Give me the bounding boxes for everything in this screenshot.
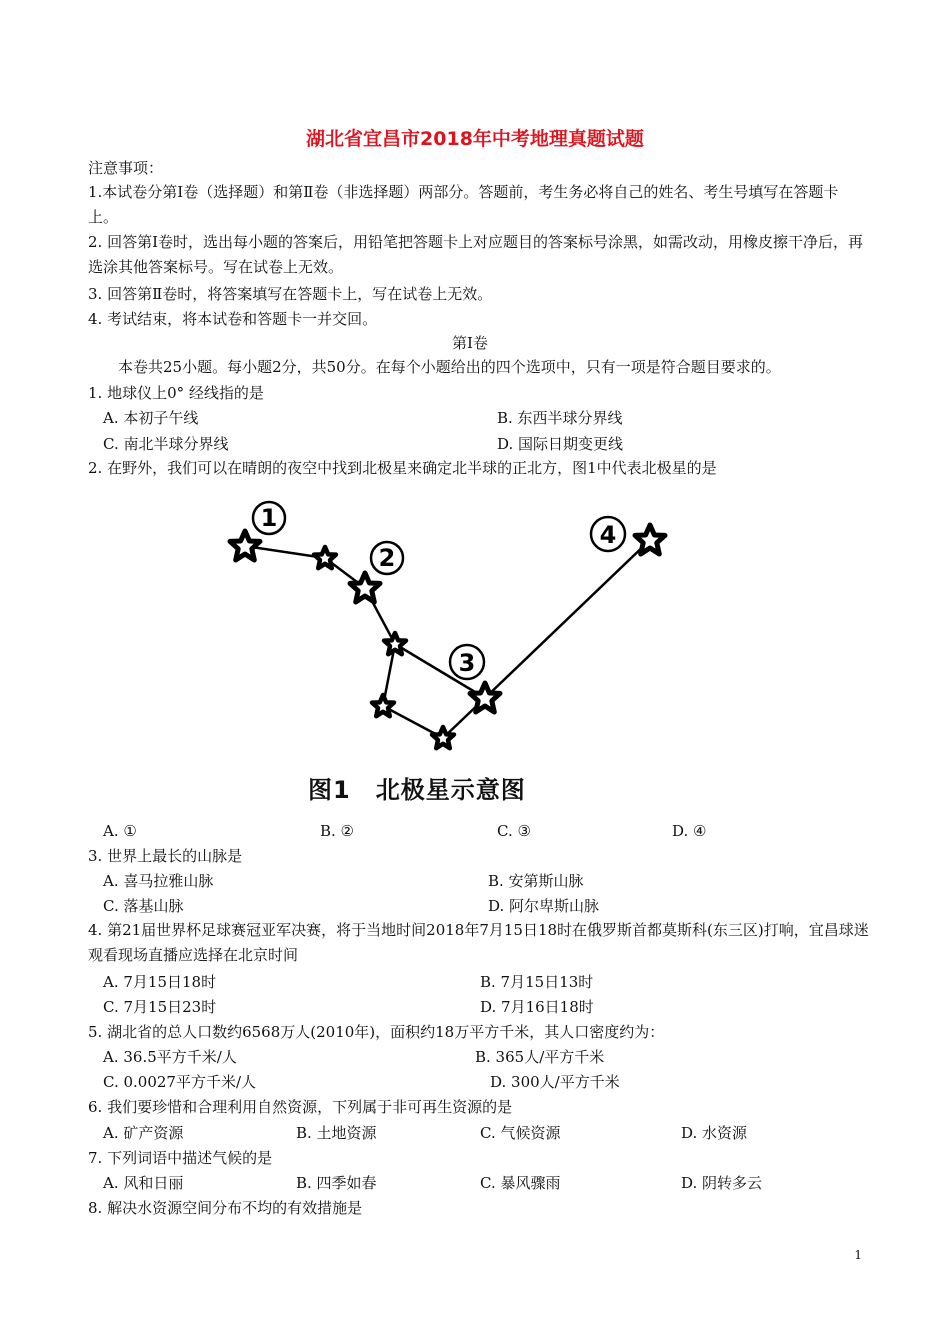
label-1: 1 bbox=[260, 504, 278, 532]
question-stem: 6. 我们要珍惜和合理利用自然资源，下列属于非可再生资源的是 bbox=[88, 1098, 513, 1116]
notice-1: 1.本试卷分第Ⅰ卷（选择题）和第Ⅱ卷（非选择题）两部分。答题前，考生务必将自己的姓名、考生号填写在答题卡上。 bbox=[88, 183, 839, 226]
question-stem: 5. 湖北省的总人口数约6568万人(2010年)，面积约18万平方千米，其人口密度约为： bbox=[88, 1023, 665, 1041]
option: D. 300人/平方千米 bbox=[490, 1073, 620, 1091]
section-intro: 本卷共25小题。每小题2分，共50分。在每个小题给出的四个选项中，只有一项是符合题目要求的。 bbox=[118, 358, 781, 376]
option: A. 喜马拉雅山脉 bbox=[103, 872, 214, 890]
option: B. ② bbox=[320, 822, 355, 840]
question-stem: 3. 世界上最长的山脉是 bbox=[88, 847, 243, 865]
star-icon bbox=[350, 573, 380, 602]
polaris-diagram bbox=[215, 500, 685, 810]
notice-4: 4. 考试结束，将本试卷和答题卡一并交回。 bbox=[88, 310, 378, 328]
option: C. ③ bbox=[497, 822, 531, 840]
option: B. 四季如春 bbox=[296, 1174, 377, 1192]
question-stem: 2. 在野外，我们可以在晴朗的夜空中找到北极星来确定北半球的正北方，图1中代表北极星的是 bbox=[88, 459, 717, 477]
star-icon bbox=[384, 633, 406, 654]
question-stem: 4. 第21届世界杯足球赛冠亚军决赛，将于当地时间2018年7月15日18时在俄罗斯首都莫斯科(东三区)打响，宜昌球迷观看现场直播应选择在北京时间 bbox=[88, 921, 869, 964]
option: B. 安第斯山脉 bbox=[488, 872, 584, 890]
option: A. 7月15日18时 bbox=[103, 973, 217, 991]
option: B. 东西半球分界线 bbox=[497, 409, 623, 427]
notice-2: 2. 回答第Ⅰ卷时，选出每小题的答案后，用铅笔把答题卡上对应题目的答案标号涂黑，如需改动，用橡皮擦干净后，再选涂其他答案标号。写在试卷上无效。 bbox=[88, 233, 864, 276]
section-title: 第Ⅰ卷 bbox=[452, 334, 488, 352]
figure-caption: 图1 北极星示意图 bbox=[308, 776, 526, 804]
option: D. 7月16日18时 bbox=[480, 998, 594, 1016]
option: D. 水资源 bbox=[681, 1124, 748, 1142]
option: D. ④ bbox=[672, 822, 707, 840]
constellation-lines bbox=[245, 540, 650, 738]
option: C. 落基山脉 bbox=[103, 897, 184, 915]
star-icon bbox=[230, 531, 260, 560]
option: B. 365人/平方千米 bbox=[475, 1048, 605, 1066]
star-icon bbox=[314, 547, 336, 568]
option: C. 气候资源 bbox=[480, 1124, 561, 1142]
notice-3: 3. 回答第Ⅱ卷时，将答案填写在答题卡上，写在试卷上无效。 bbox=[88, 285, 493, 303]
question-stem: 7. 下列词语中描述气候的是 bbox=[88, 1149, 273, 1167]
option: B. 7月15日13时 bbox=[480, 973, 594, 991]
star-icon bbox=[635, 525, 665, 554]
option: D. 阿尔卑斯山脉 bbox=[488, 897, 600, 915]
option: D. 国际日期变更线 bbox=[497, 435, 624, 453]
question-stem: 1. 地球仪上0° 经线指的是 bbox=[88, 384, 264, 402]
label-3: 3 bbox=[458, 649, 476, 677]
notice-heading: 注意事项： bbox=[88, 159, 164, 177]
option: A. 本初子午线 bbox=[103, 409, 199, 427]
star-icon bbox=[372, 695, 394, 716]
option: C. 暴风骤雨 bbox=[480, 1174, 561, 1192]
option: C. 南北半球分界线 bbox=[103, 435, 229, 453]
option: D. 阴转多云 bbox=[681, 1174, 763, 1192]
option: B. 土地资源 bbox=[296, 1124, 377, 1142]
label-4: 4 bbox=[599, 521, 617, 549]
page-title: 湖北省宜昌市2018年中考地理真题试题 bbox=[306, 128, 644, 150]
option: A. ① bbox=[103, 822, 137, 840]
option: A. 36.5平方千米/人 bbox=[103, 1048, 237, 1066]
option: C. 7月15日23时 bbox=[103, 998, 217, 1016]
option: A. 矿产资源 bbox=[103, 1124, 184, 1142]
question-stem: 8. 解决水资源空间分布不均的有效措施是 bbox=[88, 1199, 363, 1217]
option: C. 0.0027平方千米/人 bbox=[103, 1073, 257, 1091]
option: A. 风和日丽 bbox=[103, 1174, 184, 1192]
page-number: 1 bbox=[854, 1248, 862, 1262]
label-2: 2 bbox=[378, 544, 396, 572]
